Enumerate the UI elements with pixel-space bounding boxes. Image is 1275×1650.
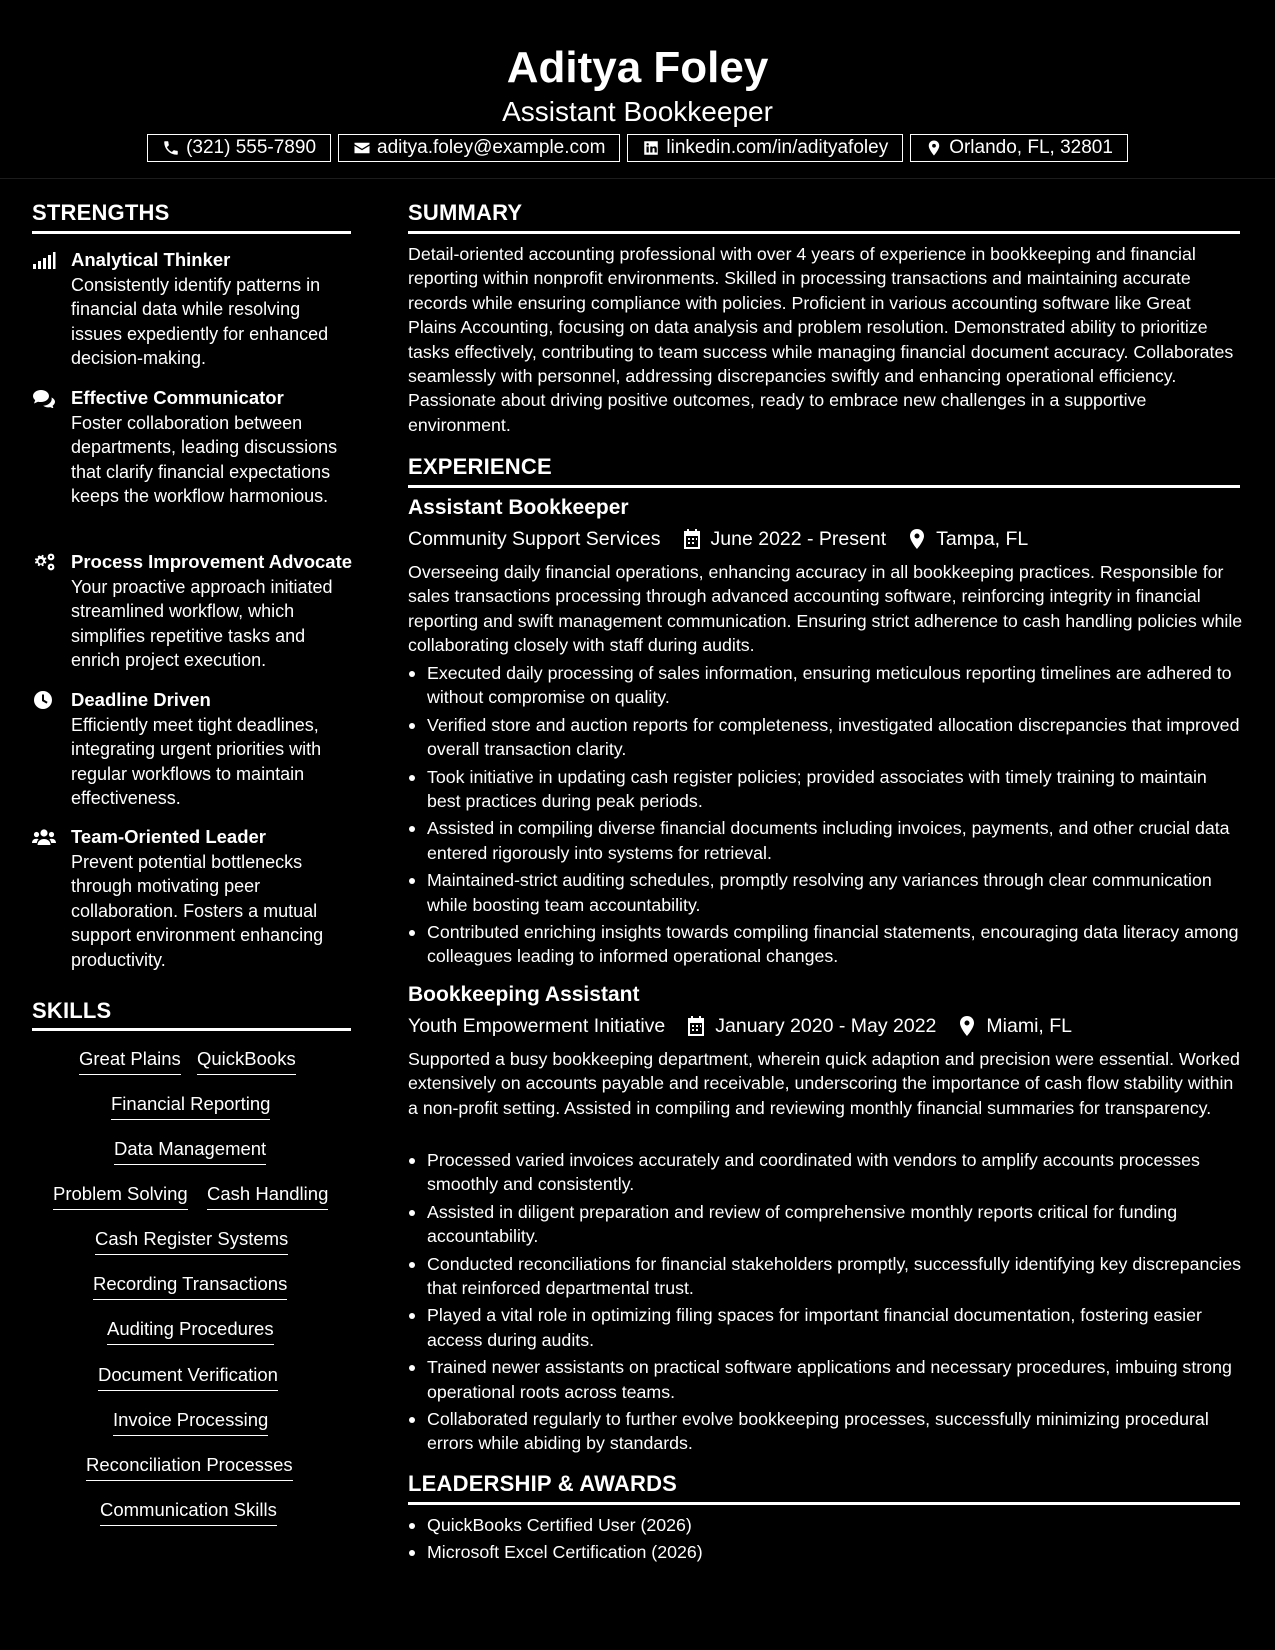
job-company: Community Support Services — [408, 528, 661, 550]
skill-tag: Problem Solving — [53, 1182, 188, 1210]
job-bullet: Verified store and auction reports for completeness, investigated allocation discrepancies that improved overall transaction clarity. — [408, 713, 1243, 762]
job-bullet: Assisted in diligent preparation and review of comprehensive monthly reports critical for funding accountability. — [408, 1200, 1243, 1249]
awards-rule — [408, 1502, 1240, 1505]
skill-tag: Cash Register Systems — [95, 1227, 288, 1255]
skill-tag: Reconciliation Processes — [86, 1453, 293, 1481]
map-pin-icon — [925, 139, 943, 157]
strength-description: Efficiently meet tight deadlines, integrating urgent priorities with regular workflows to maintain effectiveness. — [71, 715, 322, 809]
job-bullet: Conducted reconciliations for financial stakeholders promptly, successfully identifying key discrepancies that reinforced departmental trust. — [408, 1252, 1243, 1301]
job-meta — [408, 1013, 1072, 1039]
job-bullet: Assisted in compiling diverse financial documents including invoices, payments, and other crucial data entered rigorously into systems for retrieval. — [408, 816, 1243, 865]
job-location: Miami, FL — [986, 1015, 1072, 1037]
award-item: QuickBooks Certified User (2026) — [408, 1513, 1243, 1537]
job-company: Youth Empowerment Initiative — [408, 1015, 666, 1037]
experience-heading: EXPERIENCE — [408, 454, 552, 479]
award-item: Microsoft Excel Certification (2026) — [408, 1540, 1243, 1564]
job-title: Bookkeeping Assistant — [408, 983, 640, 1006]
strength-name: Team-Oriented Leader — [71, 826, 266, 847]
location-contact — [910, 134, 1128, 162]
location-text: Orlando, FL, 32801 — [949, 137, 1113, 158]
clock-icon — [32, 690, 56, 710]
skills-heading: SKILLS — [32, 998, 112, 1023]
job-location: Tampa, FL — [936, 528, 1029, 550]
job-bullet: Maintained-strict auditing schedules, promptly resolving any variances through clear communication while boosting team accountability. — [408, 868, 1243, 917]
strength-description: Your proactive approach initiated streamlined workflow, which simplifies repetitive tasks and enrich project execution. — [71, 577, 333, 671]
signal-bars-icon — [32, 250, 56, 270]
strength-name: Effective Communicator — [71, 387, 284, 408]
phone-icon — [162, 139, 180, 157]
map-pin-icon — [908, 529, 926, 549]
job-bullet: Processed varied invoices accurately and coordinated with vendors to amplify accounts processes smoothly and consistently. — [408, 1148, 1243, 1197]
awards-heading: LEADERSHIP & AWARDS — [408, 1471, 678, 1496]
job-description: Overseeing daily financial operations, enhancing accuracy in all bookkeeping practices. Responsible for sales transactions processing through advanced accounting software, reinforcing integrity in financial reporting and swift management communication. Ensuring strict adherence to cash handling policies while collaborating closely with staff during audits. — [408, 562, 1243, 656]
job-bullet: Played a vital role in optimizing filing spaces for important financial documentation, fostering easier access during audits. — [408, 1303, 1243, 1352]
strength-name: Analytical Thinker — [71, 249, 231, 270]
skill-tag: Invoice Processing — [113, 1408, 268, 1436]
linkedin-icon — [642, 139, 660, 157]
job-meta — [408, 526, 1028, 552]
skill-tag: QuickBooks — [197, 1047, 296, 1075]
candidate-title: Assistant Bookkeeper — [502, 96, 773, 127]
summary-heading: SUMMARY — [408, 200, 523, 225]
phone-contact[interactable] — [147, 134, 331, 162]
job-title: Assistant Bookkeeper — [408, 496, 629, 519]
skill-tag: Financial Reporting — [111, 1092, 270, 1120]
job-bullet: Took initiative in updating cash register policies; provided associates with timely training to maintain best practices during peak periods. — [408, 765, 1243, 814]
job-bullets — [408, 1148, 1243, 1456]
email-contact[interactable] — [338, 134, 620, 162]
skill-tag: Auditing Procedures — [107, 1317, 274, 1345]
chat-bubbles-icon — [32, 388, 56, 408]
strength-description: Foster collaboration between departments, leading discussions that clarify financial expectations keeps the workflow harmonious. — [71, 413, 338, 507]
job-bullet: Collaborated regularly to further evolve bookkeeping processes, successfully minimizing procedural errors while abiding by standards. — [408, 1407, 1243, 1456]
experience-rule — [408, 485, 1240, 488]
job-dates: January 2020 - May 2022 — [715, 1015, 937, 1037]
map-pin-icon — [958, 1016, 976, 1036]
job-description: Supported a busy bookkeeping department, wherein quick adaption and precision were essential. Worked extensively on accounts payable and receivable, underscoring the importance of cash flow stability within a non-profit setting. Assisted in compiling and reviewing monthly financial summaries for transparency. — [408, 1049, 1240, 1118]
linkedin-text: linkedin.com/in/adityafoley — [666, 137, 889, 158]
calendar-icon — [683, 529, 701, 549]
email-text: aditya.foley@example.com — [377, 137, 606, 158]
skill-tag: Great Plains — [79, 1047, 181, 1075]
skills-rule — [32, 1028, 351, 1031]
contact-bar — [0, 134, 1275, 162]
linkedin-contact[interactable] — [627, 134, 903, 162]
job-bullet: Trained newer assistants on practical software applications and necessary procedures, imbuing strong operational roots across teams. — [408, 1355, 1243, 1404]
resume-header — [0, 0, 1275, 179]
skill-tag: Document Verification — [98, 1363, 278, 1391]
skill-tag: Data Management — [114, 1137, 266, 1165]
candidate-name: Aditya Foley — [506, 43, 769, 92]
summary-text: Detail-oriented accounting professional with over 4 years of experience in bookkeeping and financial reporting within nonprofit environments. Skilled in processing transactions and maintaining accurate records while ensuring compliance with policies. Proficient in various accounting software like Great Plains Accounting, focusing on data analysis and problem resolution. Demonstrated ability to prioritize tasks effectively, contributing to team success while managing financial document accuracy. Collaborates seamlessly with personnel, addressing discrepancies swiftly and enhancing operational efficiency. Passionate about driving positive outcomes, ready to embrace new challenges in a supportive environment. — [408, 244, 1234, 435]
calendar-icon — [687, 1016, 705, 1036]
strength-name: Process Improvement Advocate — [71, 551, 353, 572]
skill-tag: Cash Handling — [207, 1182, 328, 1210]
job-dates: June 2022 - Present — [710, 528, 887, 550]
users-icon — [32, 827, 56, 847]
gears-icon — [32, 552, 56, 572]
summary-rule — [408, 231, 1240, 234]
strengths-rule — [32, 231, 351, 234]
job-bullet: Contributed enriching insights towards compiling financial statements, encouraging data literacy among colleagues leading to informed operational changes. — [408, 920, 1243, 969]
skill-tag: Recording Transactions — [93, 1272, 287, 1300]
envelope-icon — [353, 139, 371, 157]
job-bullets — [408, 661, 1243, 969]
skill-tag: Communication Skills — [100, 1498, 277, 1526]
phone-text: (321) 555-7890 — [186, 137, 317, 158]
strength-description: Prevent potential bottlenecks through motivating peer collaboration. Fosters a mutual support environment enhancing productivity. — [71, 852, 324, 970]
strength-description: Consistently identify patterns in financial data while resolving issues expediently for enhanced decision-making. — [71, 275, 329, 369]
strengths-heading: STRENGTHS — [32, 200, 170, 225]
strength-name: Deadline Driven — [71, 689, 211, 710]
job-bullet: Executed daily processing of sales information, ensuring meticulous reporting timelines are adhered to without compromise on quality. — [408, 661, 1243, 710]
awards-list — [408, 1513, 1243, 1565]
